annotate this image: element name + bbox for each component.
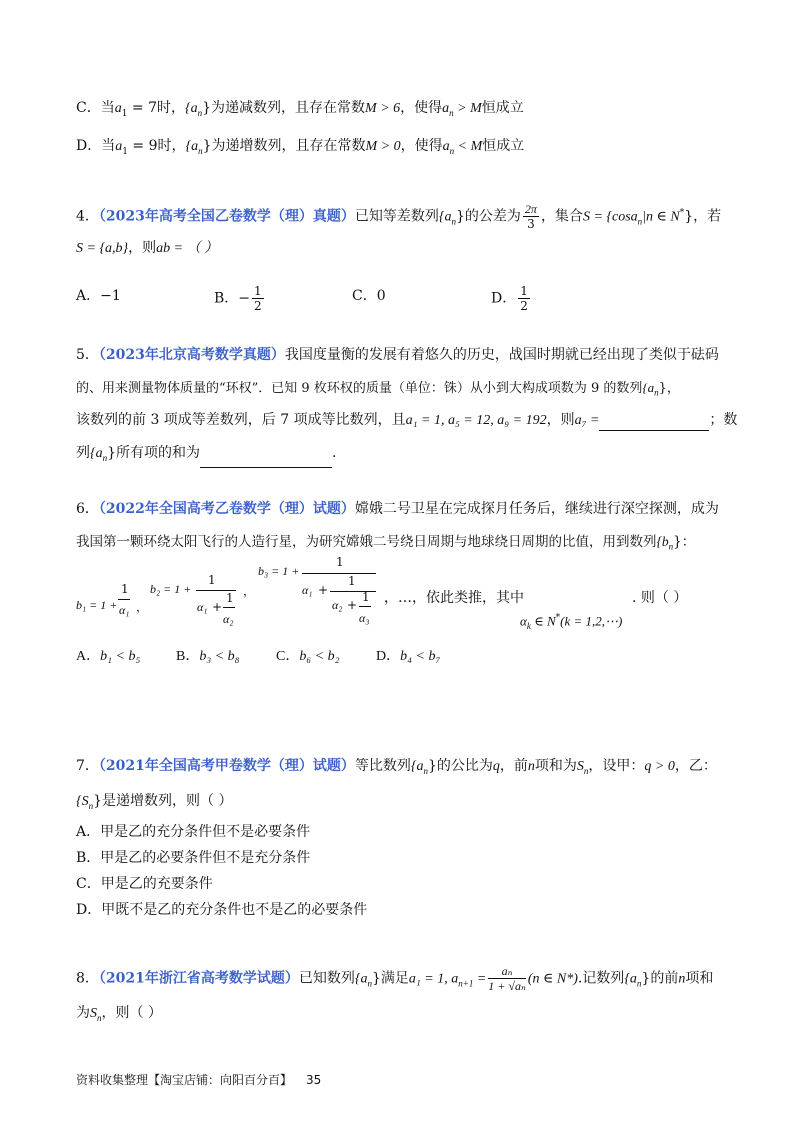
option-c-prev: C．当$a_1 = 7$时，$\{a_n\}$为递减数列，且存在常数M > 6，使得$a_n > M$恒成立 <box>76 100 524 119</box>
q4-option-c[interactable]: C．0 <box>352 288 386 304</box>
question-6-condition: $\alpha_k$ ∈ N*(k = 1,2,⋯) <box>520 613 623 631</box>
q7-option-b[interactable]: B．甲是乙的必要条件但不是充分条件 <box>76 850 311 866</box>
fraction-bar <box>359 606 371 607</box>
question-6-then: . 则（ ） <box>632 590 688 606</box>
q6-option-d[interactable]: D．b₄ < b₇ <box>376 649 441 664</box>
answer-blank-sum[interactable] <box>200 453 332 468</box>
answer-blank-a7[interactable] <box>599 416 709 431</box>
fraction-recurrence: $\frac{\text{aₙ}}{\text{1 + √aₙ}}$ <box>488 964 526 993</box>
question-5-source: （2023年北京高考数学真题） <box>98 347 285 363</box>
question-5-line1: 5．（2023年北京高考数学真题）我国度量衡的发展有着悠久的历史，战国时期就已经出现了类似于砝码 <box>76 347 719 363</box>
q4-option-d[interactable]: D． $\frac{1}{2}$ <box>491 284 528 313</box>
question-8-line2: 为$S_n$，则（ ） <box>76 1005 162 1023</box>
question-8-source: （2021年浙江省高考数学试题） <box>98 970 299 987</box>
question-5-line2: 的、用来测量物体质量的“环权”．已知 9 枚环权的质量（单位：铢）从小到大构成项数为 9 的数列$\{a_n\}$， <box>76 380 680 398</box>
question-4-line2: S = {a,b}，则ab = （ ） <box>76 240 219 256</box>
question-6-source: （2022年全国高考乙卷数学（理）试题） <box>98 501 355 517</box>
page-number: 35 <box>306 1073 322 1087</box>
question-5-line4: 列$\{a_n\}$所有项的和为 . <box>76 443 336 468</box>
question-8-line1: 8．（2021年浙江省高考数学试题）已知数列$\{a_n\}$满足a₁ = 1, $a_{n+1}$ = $\frac{\text{aₙ}}{\text{1 + √aₙ}}$ (n ∈ N*).记数列$\{a_n\}$的前n项和 <box>76 964 714 993</box>
q4-option-b[interactable]: B．− $\frac{1}{2}$ <box>214 284 262 313</box>
question-6-continuation: ，…，依此类推，其中 <box>384 590 524 606</box>
question-5-line3: 该数列的前 3 项成等差数列，后 7 项成等比数列，且a₁ = 1, a₅ = 12, a₉ = 192，则a₇ = ；数 <box>76 410 737 431</box>
page-footer: 资料收集整理【淘宝店铺：向阳百分百】 35 <box>76 1073 322 1087</box>
q6-option-a[interactable]: A．b₁ < b₅ <box>76 649 141 664</box>
q6-option-c[interactable]: C．b₆ < b₂ <box>276 649 340 664</box>
question-6-line2: 我国第一颗环绕太阳飞行的人造行星，为研究嫦娥二号绕日周期与地球绕日周期的比值，用到数列$\{b_n\}$： <box>76 534 696 552</box>
question-7-line1: 7．（2021年全国高考甲卷数学（理）试题）等比数列$\{a_n\}$的公比为q，前n项和为$S_n$，设甲：q > 0，乙： <box>76 758 717 776</box>
fraction-bar <box>302 573 376 574</box>
fraction-2pi-3: $\frac{2\pi}{3}$ <box>524 202 537 231</box>
q6-option-b[interactable]: B．b₃ < b₈ <box>176 649 240 664</box>
question-7-line2: $\{S_n\}$是递增数列，则（ ） <box>76 793 233 811</box>
q7-option-c[interactable]: C．甲是乙的充要条件 <box>76 876 213 892</box>
question-4-line1: 4．（2023年高考全国乙卷数学（理）真题）已知等差数列$\{a_n\}$的公差为 $\frac{2\pi}{3}$ ，集合S = {cosa$_n$|n ∈ N*}，若 <box>76 202 722 231</box>
question-7-source: （2021年全国高考甲卷数学（理）试题） <box>98 758 355 774</box>
option-d-prev: D．当$a_1 = 9$时，$\{a_n\}$为递增数列，且存在常数M > 0，使得$a_n < M$恒成立 <box>76 138 525 157</box>
q4-option-a[interactable]: A．−1 <box>76 288 121 304</box>
question-4-source: （2023年高考全国乙卷数学（理）真题） <box>98 208 355 225</box>
fraction-bar <box>223 607 235 608</box>
fraction-bar <box>118 599 130 600</box>
q7-option-d[interactable]: D．甲既不是乙的充分条件也不是乙的必要条件 <box>76 902 368 918</box>
q7-option-a[interactable]: A．甲是乙的充分条件但不是必要条件 <box>76 824 311 840</box>
question-6-line1: 6．（2022年全国高考乙卷数学（理）试题）嫦娥二号卫星在完成探月任务后，继续进行深空探测，成为 <box>76 501 719 517</box>
